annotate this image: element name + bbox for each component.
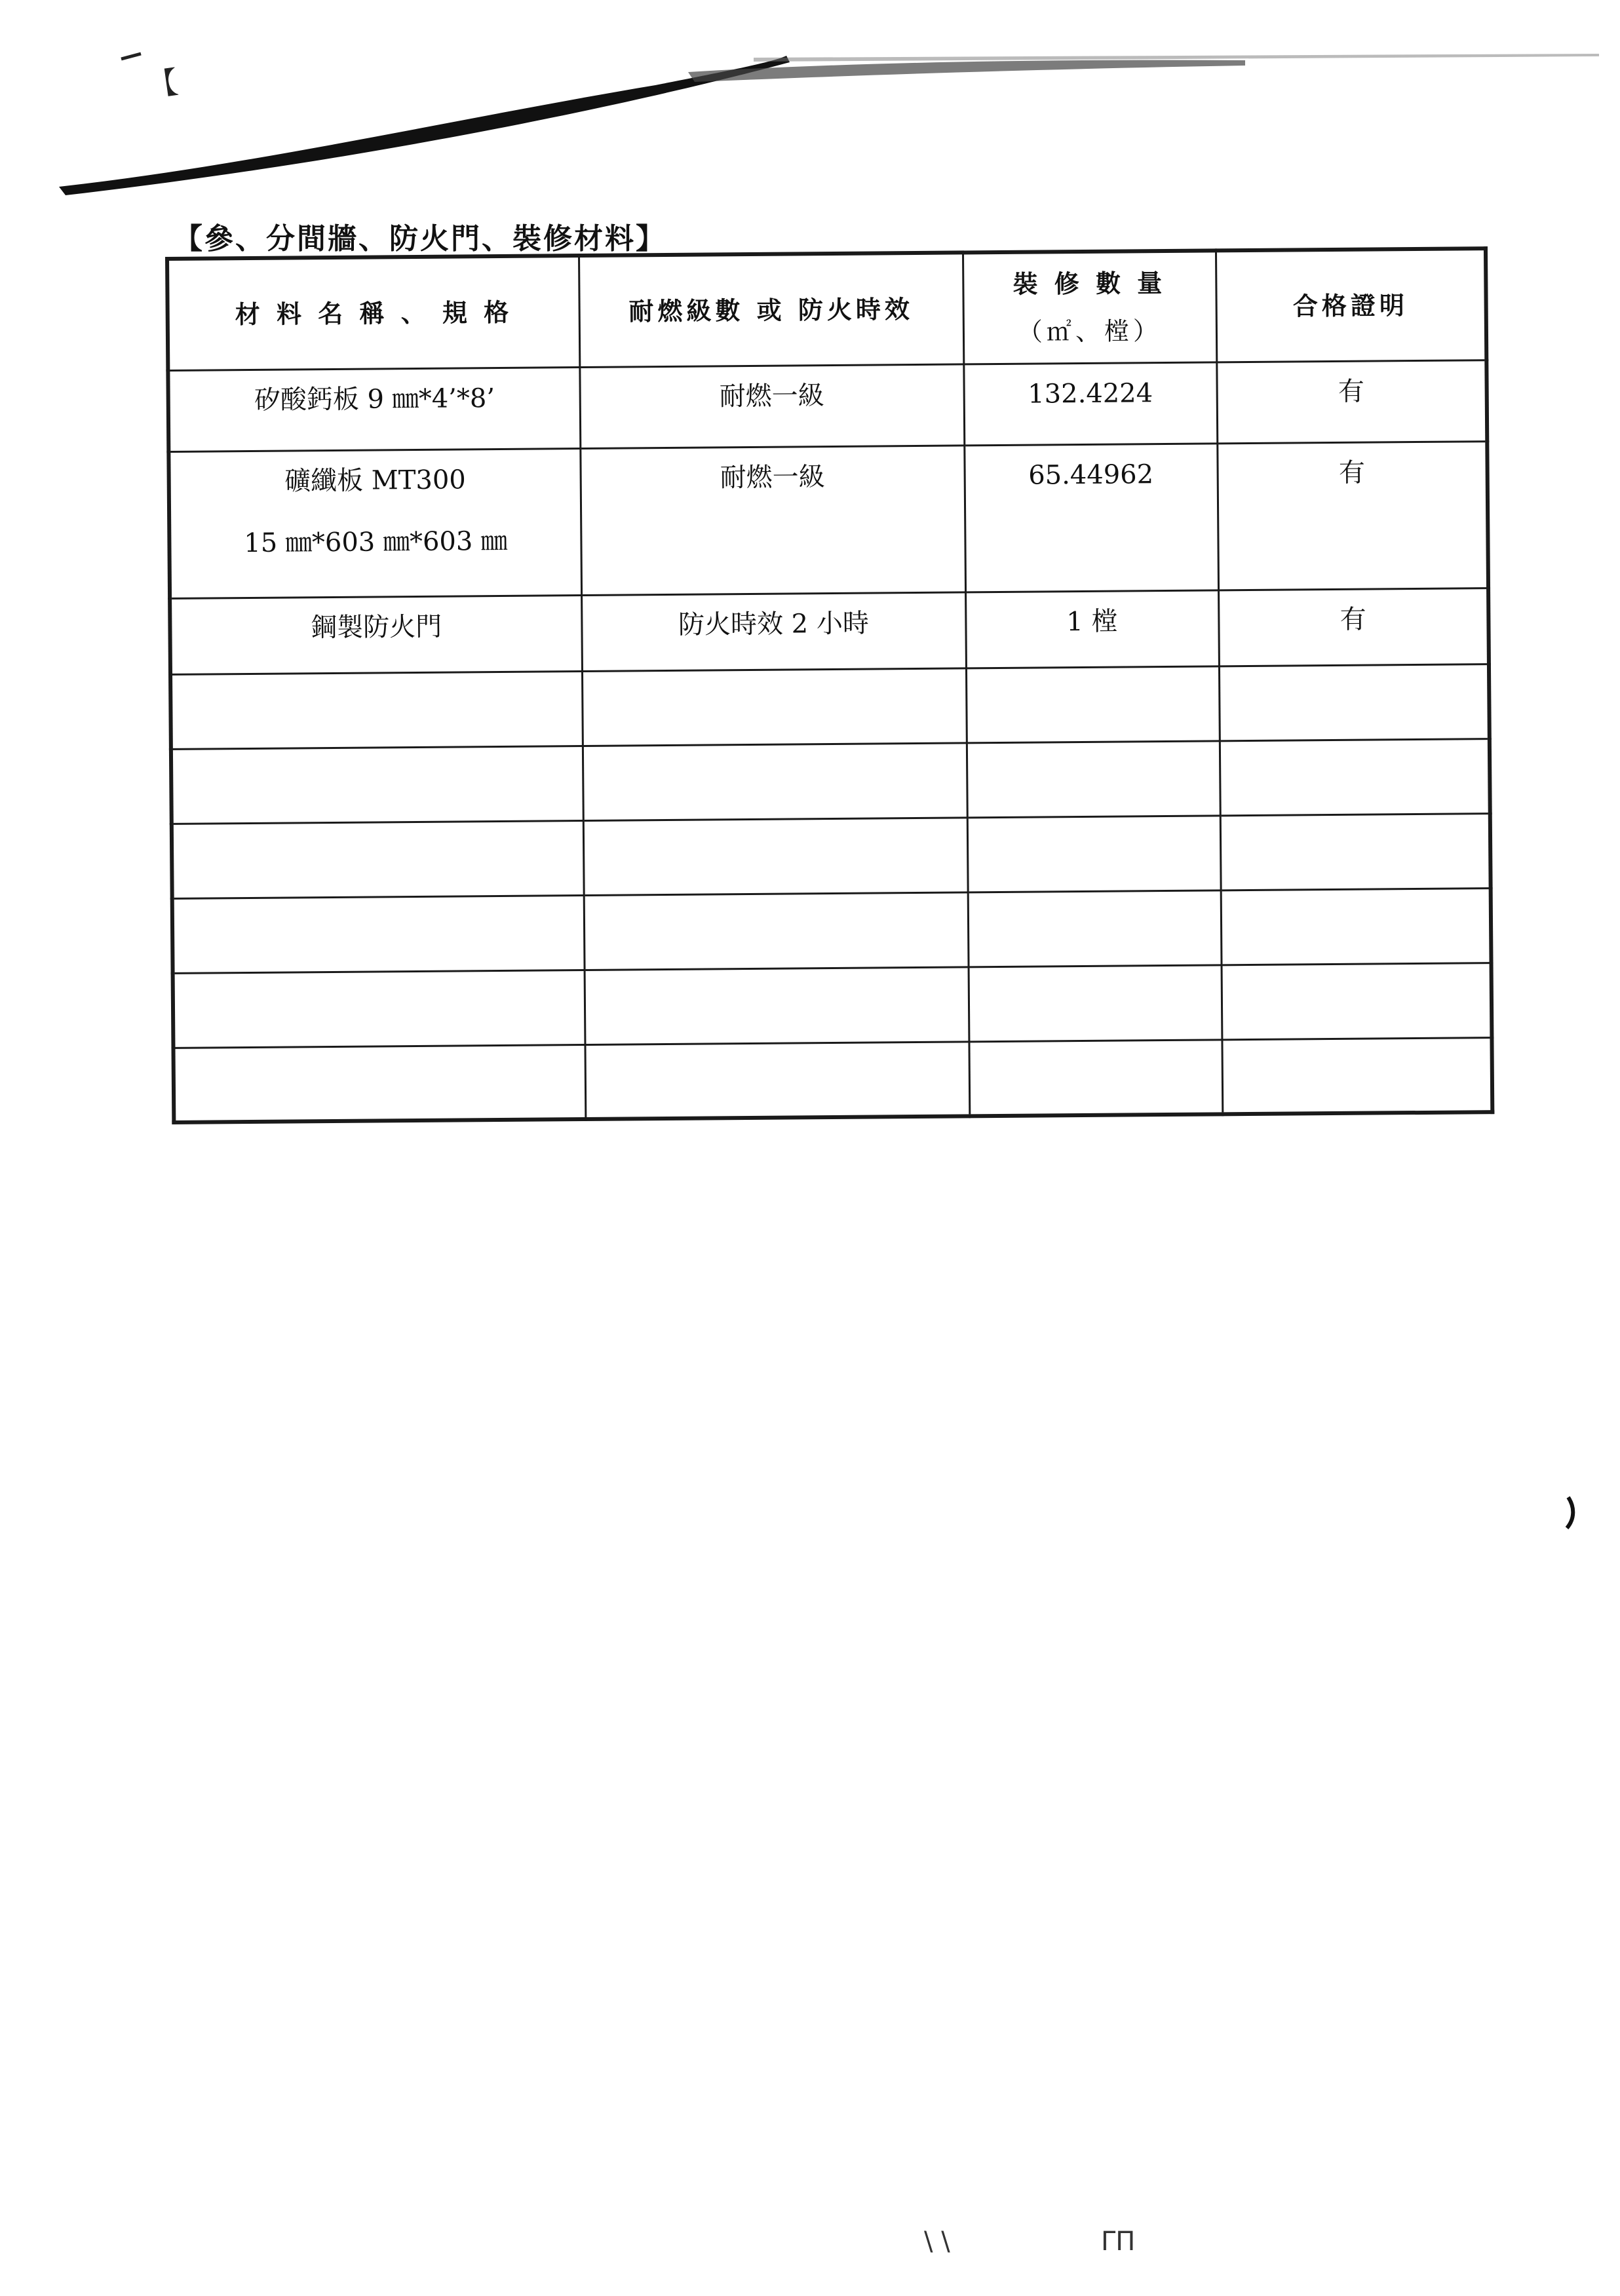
cell-fire-rating: 耐燃一級	[579, 364, 964, 448]
header-quantity-unit: （㎡、樘）	[1017, 316, 1163, 347]
scan-fragment-text: 【	[145, 64, 180, 104]
header-quantity-label: 裝 修 數 量	[1013, 268, 1167, 299]
edge-scan-speck	[1556, 1494, 1583, 1533]
empty-cell	[967, 815, 1221, 892]
header-fire-rating: 耐燃級數 或 防火時效	[579, 252, 963, 367]
cell-certificate: 有	[1216, 360, 1487, 443]
table-row	[168, 441, 1488, 598]
empty-row	[171, 738, 1490, 824]
cell-quantity: 1 樘	[965, 590, 1219, 668]
cell-material-name: 矽酸鈣板 9 ㎜*4’*8’	[168, 367, 580, 451]
empty-cell	[1222, 1037, 1492, 1114]
cell-quantity: 132.4224	[963, 362, 1217, 445]
empty-row	[173, 963, 1492, 1048]
cell-material-name: 鋼製防火門	[170, 595, 582, 674]
empty-cell	[171, 746, 583, 824]
empty-cell	[172, 820, 584, 898]
cell-quantity: 65.44962	[964, 443, 1218, 592]
header-quantity	[963, 250, 1216, 364]
empty-cell	[582, 668, 967, 746]
bottom-scan-mark: \ \	[924, 2227, 950, 2257]
empty-cell	[1222, 963, 1492, 1039]
empty-cell	[969, 1039, 1222, 1116]
empty-row	[172, 888, 1492, 973]
material-name-line2: 15 ㎜*603 ㎜*603 ㎜	[244, 526, 508, 558]
header-certificate: 合格證明	[1216, 248, 1486, 362]
cell-certificate: 有	[1218, 588, 1489, 666]
empty-cell	[170, 671, 583, 749]
empty-cell	[173, 970, 585, 1048]
empty-cell	[1220, 813, 1491, 890]
empty-cell	[969, 965, 1222, 1041]
empty-cell	[172, 895, 585, 973]
header-material-name: 材 料 名 稱 、 規 格	[167, 256, 579, 370]
empty-cell	[173, 1044, 585, 1122]
header-row	[167, 248, 1486, 370]
empty-row	[173, 1037, 1492, 1122]
empty-cell	[1219, 664, 1490, 740]
empty-cell	[585, 966, 969, 1044]
cell-fire-rating: 耐燃一級	[580, 445, 965, 595]
empty-cell	[583, 817, 968, 895]
material-name-line1: 礦纖板 MT300	[284, 464, 466, 497]
empty-cell	[1221, 888, 1492, 965]
cell-material-name	[168, 448, 581, 598]
materials-table	[165, 246, 1494, 1124]
table-row	[170, 588, 1489, 674]
section-title: 【參、分間牆、防火門、裝修材料】	[174, 222, 666, 256]
scan-streak-artifact	[0, 0, 1620, 210]
empty-row	[170, 664, 1490, 749]
empty-row	[172, 813, 1491, 898]
materials-table-container	[165, 246, 1490, 1120]
empty-cell	[583, 742, 967, 820]
empty-cell	[968, 890, 1222, 966]
empty-cell	[1220, 738, 1490, 815]
empty-cell	[585, 1041, 969, 1119]
table-row	[168, 360, 1487, 451]
empty-cell	[967, 740, 1220, 817]
cell-fire-rating: 防火時效 2 小時	[581, 592, 966, 671]
empty-cell	[966, 666, 1220, 742]
bottom-scan-mark: ΓΠ	[1101, 2227, 1136, 2257]
cell-certificate: 有	[1217, 441, 1488, 590]
empty-cell	[584, 892, 969, 970]
